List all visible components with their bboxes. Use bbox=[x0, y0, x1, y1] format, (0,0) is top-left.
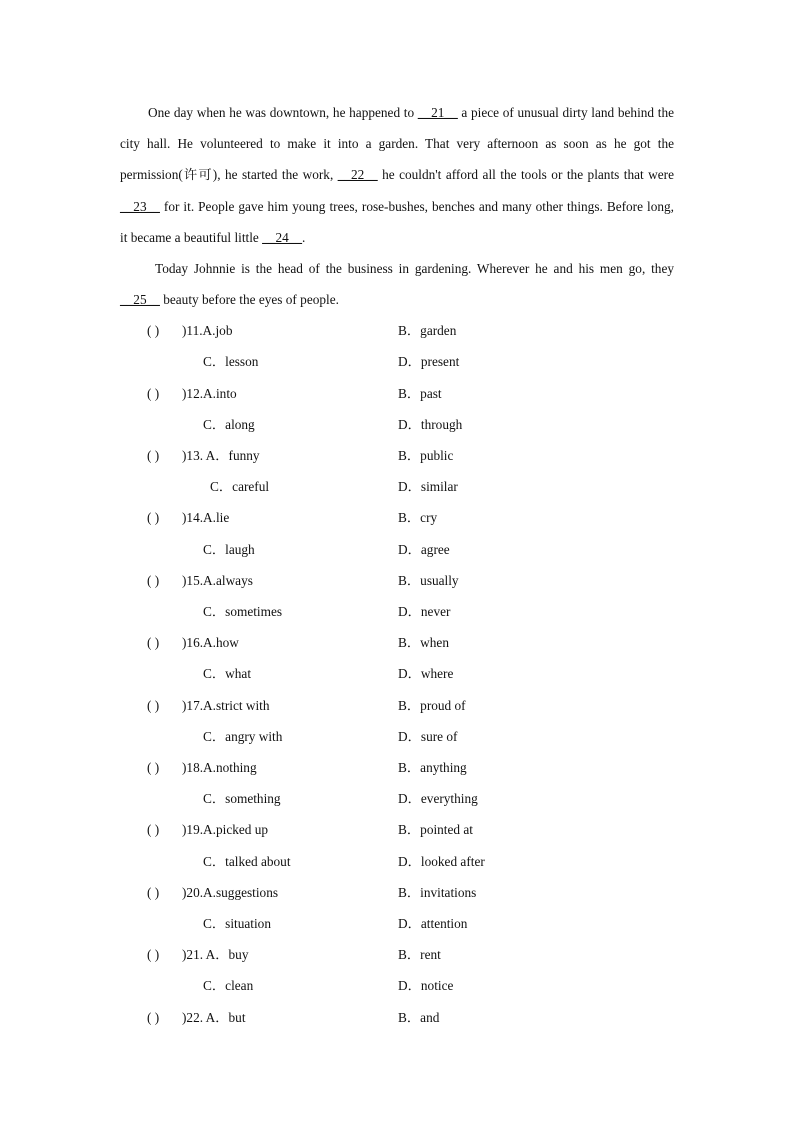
answer-paren[interactable]: ( ) bbox=[147, 635, 160, 650]
answer-paren[interactable]: ( ) bbox=[147, 698, 160, 713]
answer-paren[interactable]: ( ) bbox=[147, 947, 160, 962]
passage-text: for it. People gave him young trees, rose-bushes, benches and many other things. Before long, it became a beautiful little bbox=[120, 198, 674, 245]
option-d: D．agree bbox=[398, 542, 450, 557]
option-b: B．public bbox=[398, 448, 454, 463]
option-a: )11.A.job bbox=[182, 323, 233, 338]
option-d: D．similar bbox=[398, 479, 458, 494]
option-c: C．lesson bbox=[203, 354, 259, 369]
option-c: C．clean bbox=[203, 978, 254, 993]
question-13 bbox=[0, 440, 794, 471]
blank-23: __23__ bbox=[120, 198, 160, 214]
option-b: B．cry bbox=[398, 510, 438, 525]
option-a: )22. A．but bbox=[182, 1010, 246, 1025]
question-17-options-cd bbox=[0, 721, 794, 752]
answer-paren[interactable]: ( ) bbox=[147, 448, 160, 463]
option-a: )21. A．buy bbox=[182, 947, 249, 962]
passage-text: beauty before the eyes of people. bbox=[159, 292, 339, 308]
option-b: B．invitations bbox=[398, 885, 477, 900]
option-b: B．garden bbox=[398, 323, 457, 338]
answer-paren[interactable]: ( ) bbox=[147, 760, 160, 775]
question-19 bbox=[0, 814, 794, 845]
option-a: )19.A.picked up bbox=[182, 822, 269, 837]
answer-paren[interactable]: ( ) bbox=[147, 573, 160, 588]
question-14 bbox=[0, 502, 794, 533]
option-d: D．where bbox=[398, 666, 454, 681]
question-13-options-cd bbox=[0, 471, 794, 502]
option-a: )20.A.suggestions bbox=[182, 885, 279, 900]
option-c: C．laugh bbox=[203, 542, 255, 557]
question-16-options-cd bbox=[0, 658, 794, 689]
question-15-options-cd bbox=[0, 596, 794, 627]
option-d: D．attention bbox=[398, 916, 468, 931]
option-b: B．proud of bbox=[398, 698, 466, 713]
answer-paren[interactable]: ( ) bbox=[147, 822, 160, 837]
question-16 bbox=[0, 627, 794, 658]
passage-text: a piece of unusual dirty land behind the city hall. He volunteered to make it into a garden. That very afternoon as soon as he got the permission(许可), he started the work, bbox=[120, 105, 674, 183]
option-d: D．never bbox=[398, 604, 451, 619]
option-b: B．pointed at bbox=[398, 822, 473, 837]
question-20-options-cd bbox=[0, 908, 794, 939]
question-19-options-cd bbox=[0, 846, 794, 877]
answer-paren[interactable]: ( ) bbox=[147, 885, 160, 900]
option-a: )17.A.strict with bbox=[182, 698, 270, 713]
blank-21: __21__ bbox=[417, 105, 458, 120]
question-11-options-cd bbox=[0, 346, 794, 377]
question-18-options-cd bbox=[0, 783, 794, 814]
blank-22: __22__ bbox=[337, 167, 378, 183]
option-c: C．talked about bbox=[203, 854, 291, 869]
option-c: C．situation bbox=[203, 916, 271, 931]
option-d: D．through bbox=[398, 417, 463, 432]
option-a: )14.A.lie bbox=[182, 510, 230, 525]
question-22 bbox=[0, 1002, 794, 1033]
option-b: B．past bbox=[398, 386, 442, 401]
answer-paren[interactable]: ( ) bbox=[147, 386, 160, 401]
option-a: )16.A.how bbox=[182, 635, 239, 650]
question-20 bbox=[0, 877, 794, 908]
option-c: C．sometimes bbox=[203, 604, 283, 619]
option-c: C．what bbox=[203, 666, 252, 681]
option-a: )15.A.always bbox=[182, 573, 253, 588]
option-d: D．everything bbox=[398, 791, 478, 806]
question-15 bbox=[0, 565, 794, 596]
option-c: C．something bbox=[203, 791, 281, 806]
question-11 bbox=[0, 315, 794, 346]
option-d: D．looked after bbox=[398, 854, 485, 869]
answer-paren[interactable]: ( ) bbox=[147, 1010, 160, 1025]
question-12 bbox=[0, 378, 794, 409]
option-b: B．rent bbox=[398, 947, 441, 962]
option-c: C．along bbox=[203, 417, 255, 432]
passage-text: he couldn't afford all the tools or the plants that were bbox=[377, 167, 675, 183]
question-18 bbox=[0, 752, 794, 783]
option-b: B．and bbox=[398, 1010, 440, 1025]
option-c: C．angry with bbox=[203, 729, 283, 744]
question-21 bbox=[0, 939, 794, 970]
option-b: B．usually bbox=[398, 573, 459, 588]
question-14-options-cd bbox=[0, 534, 794, 565]
option-d: D．present bbox=[398, 354, 460, 369]
question-21-options-cd bbox=[0, 970, 794, 1001]
option-d: D．notice bbox=[398, 978, 454, 993]
option-b: B．when bbox=[398, 635, 449, 650]
answer-paren[interactable]: ( ) bbox=[147, 323, 160, 338]
question-17 bbox=[0, 690, 794, 721]
answer-paren[interactable]: ( ) bbox=[147, 510, 160, 525]
option-b: B．anything bbox=[398, 760, 467, 775]
passage-paragraph-2 bbox=[120, 253, 674, 315]
blank-25: __25__ bbox=[120, 292, 160, 308]
passage-paragraph-1 bbox=[120, 97, 674, 253]
blank-24: __24__ bbox=[262, 229, 303, 245]
passage-text: . bbox=[302, 229, 306, 245]
passage-text: One day when he was downtown, he happened to bbox=[148, 105, 418, 120]
option-d: D．sure of bbox=[398, 729, 458, 744]
option-a: )13. A．funny bbox=[182, 448, 260, 463]
option-a: )18.A.nothing bbox=[182, 760, 257, 775]
passage-text: Today Johnnie is the head of the business in gardening. Wherever he and his men go, they bbox=[155, 261, 674, 276]
option-a: )12.A.into bbox=[182, 386, 237, 401]
question-12-options-cd bbox=[0, 409, 794, 440]
option-c: C．careful bbox=[210, 479, 270, 494]
